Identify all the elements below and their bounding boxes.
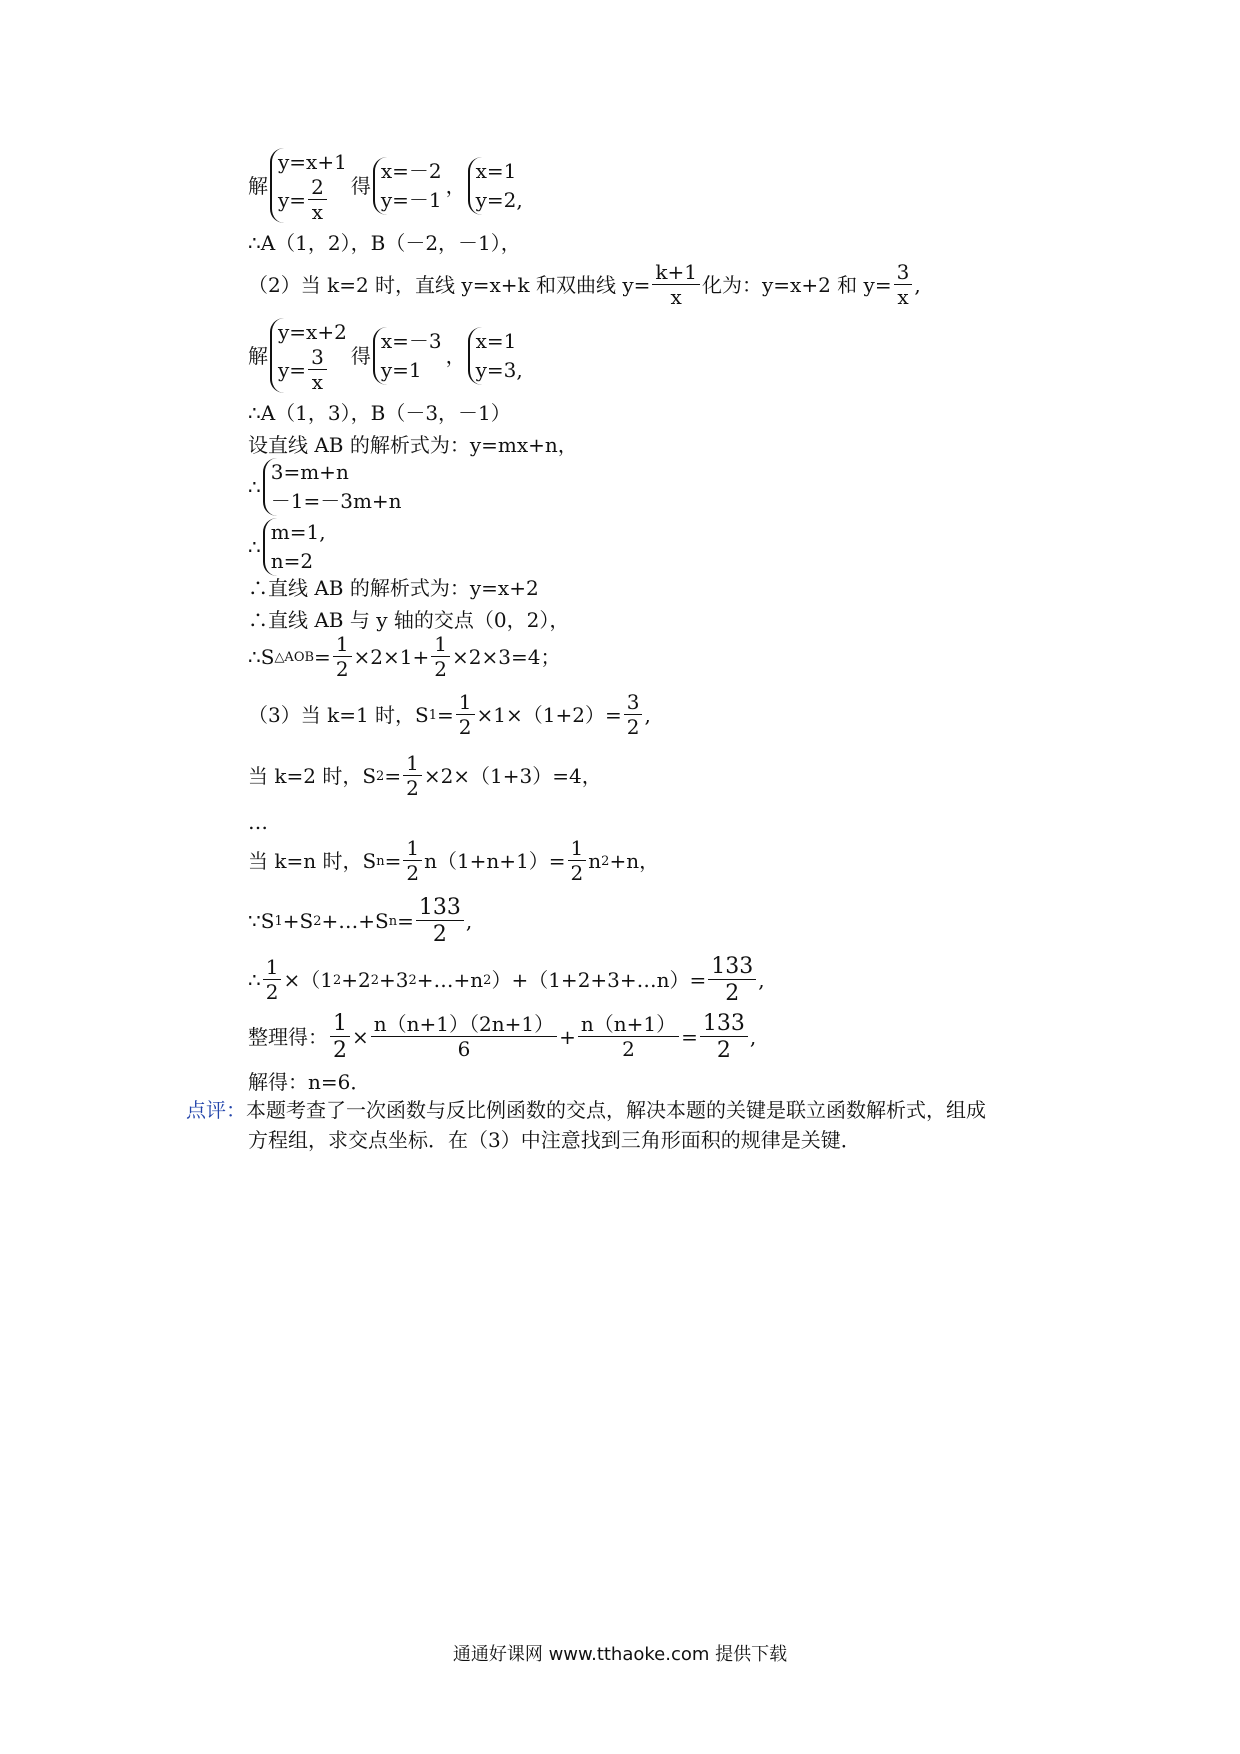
part2-line: （2）当 k=2 时，直线 y=x+k 和双曲线 y= $\frac{k+1}{x}$ 化为：y=x+2 和 y= $\frac{3}{x}$ , [248, 260, 921, 309]
intercept-line: ∴直线 AB 与 y 轴的交点（0，2）， [248, 608, 570, 632]
footer: 通通好课网 www.tthaoke.com 提供下载 [452, 1644, 788, 1665]
ab-line: ∴直线 AB 的解析式为：y=x+2 [248, 576, 539, 600]
answer-line: 解得：n=6． [248, 1070, 371, 1094]
kn-line: 当 k=n 时，S n = $\frac{1}{2}$ n（1+n+1）= $\frac{1}{2}$ n 2 +n， [248, 836, 660, 885]
comment-line-2: 方程组，求交点坐标．在（3）中注意找到三角形面积的规律是关键． [248, 1128, 861, 1152]
system-line-2: 解 y=x+2 y= $\frac{3}{x}$ 得 x=－3 y=1 ， x=1 y=3, [248, 320, 523, 394]
comment-line-1: 点评： 本题考查了一次函数与反比例函数的交点，解决本题的关键是联立函数解析式，组成 [186, 1098, 986, 1122]
sum-expand-line: ∴ $\frac{1}{2}$ ×（1 2 +2 2 +3 2 +…+n 2 ）+（1+2+3+…n）= $\frac{133}{2}$ , [248, 954, 765, 1007]
equation-system: y=x+2 y= $\frac{3}{x}$ [270, 318, 347, 393]
part3-line: （3）当 k=1 时，S 1 = $\frac{1}{2}$ ×1×（1+2）= $\frac{3}{2}$ , [248, 690, 651, 739]
mn-system: ∴ 3=m+n －1=－3m+n [248, 458, 406, 516]
points-line-1: ∴A（1，2），B（－2，－1）， [248, 231, 521, 255]
equation: y=x+1 [278, 150, 347, 174]
k2-line: 当 k=2 时，S 2 = $\frac{1}{2}$ ×2×（1+3）=4， [248, 751, 602, 800]
ellipsis: … [248, 810, 268, 834]
comment-label: 点评： [186, 1098, 246, 1122]
equation-system: y=x+1 y= $\frac{2}{x}$ [270, 148, 347, 223]
set-line: 设直线 AB 的解析式为：y=mx+n， [248, 433, 578, 457]
area-line: ∴S △AOB = $\frac{1}{2}$ ×2×1+ $\frac{1}{2}$ ×2×3=4； [248, 632, 561, 681]
sum-line: ∵S 1 +S 2 +…+S n = $\frac{133}{2}$ , [248, 895, 473, 948]
solution-1: x=－3 y=1 [373, 327, 442, 385]
mn-solution: ∴ m=1, n=2 [248, 518, 330, 576]
solve-label: 解 [248, 173, 268, 198]
points-line-2: ∴A（1，3），B（－3，－1） [248, 401, 511, 425]
system-line-1: 解 y=x+1 y= $\frac{2}{x}$ 得 x=－2 y=－1 ， x=1 y=2, [248, 150, 523, 224]
simplify-line: 整理得： $\frac{1}{2}$ × $\frac{n(n+1)(2n+1)}{6}$ + $\frac{n(n+1)}{2}$ = $\frac{133}{2}$ , [248, 1011, 757, 1064]
solution-2: x=1 y=3, [468, 327, 523, 385]
solution-2: x=1 y=2, [468, 157, 523, 215]
solution-1: x=－2 y=－1 [373, 157, 442, 215]
